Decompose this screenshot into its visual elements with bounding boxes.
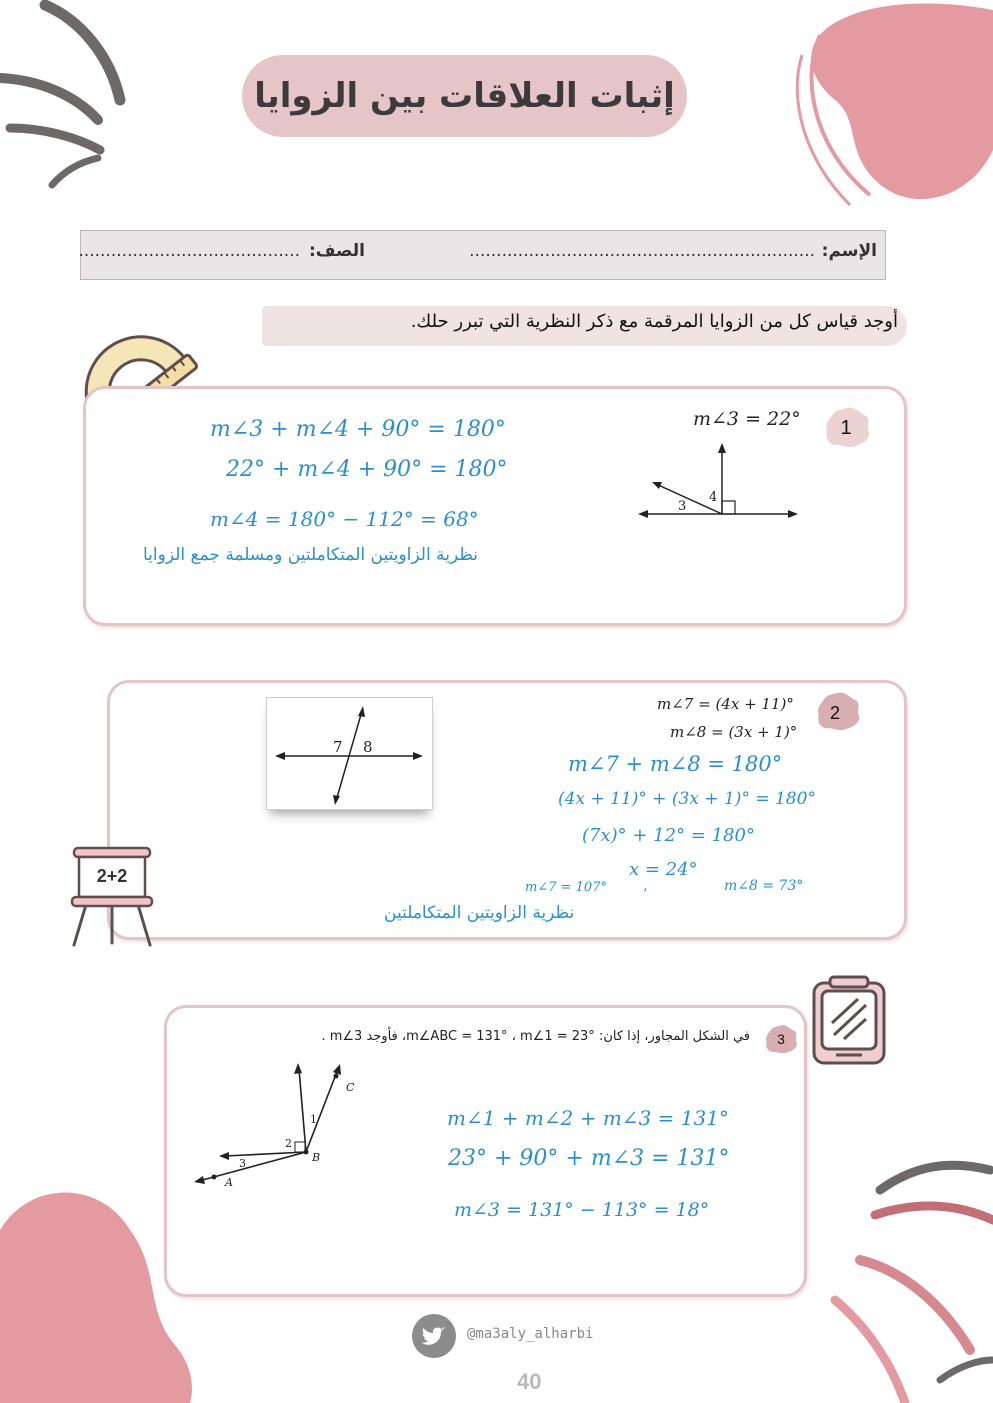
problem-1-step-1: m∠3 + m∠4 + 90° = 180° xyxy=(210,417,506,442)
problem-1-given: m∠3 = 22° xyxy=(693,408,801,430)
fig1-label-4: 4 xyxy=(709,490,718,505)
problem-2-step-2: (4x + 11)° + (3x + 1)° = 180° xyxy=(558,789,816,809)
name-label: الإسم: xyxy=(821,241,877,261)
page-title-banner xyxy=(242,55,687,137)
problem-2-result-m8: m∠8 = 73° xyxy=(724,878,804,894)
instruction-text: أوجد قياس كل من الزوايا المرقمة مع ذكر النظرية التي تبرر حلك. xyxy=(410,311,898,332)
problem-3-step-3: m∠3 = 131° − 113° = 18° xyxy=(454,1199,710,1221)
fig2-label-7: 7 xyxy=(333,738,343,756)
problem-2-step-3: (7x)° + 12° = 180° xyxy=(582,825,755,846)
easel-icon xyxy=(66,843,158,951)
problem-1-step-2: 22° + m∠4 + 90° = 180° xyxy=(226,457,508,482)
fig3-label-2: 2 xyxy=(285,1137,292,1150)
problem-2-given-7: m∠7 = (4x + 11)° xyxy=(657,695,794,713)
problem-3-step-2: 23° + 90° + m∠3 = 131° xyxy=(448,1146,730,1171)
problem-3-given: في الشكل المجاور، إذا كان: m∠ABC = 131° ، m∠1 = 23°، فأوجد m∠3 . xyxy=(321,1029,750,1044)
fig2-label-8: 8 xyxy=(363,738,373,756)
student-info-bar xyxy=(80,230,886,280)
class-field[interactable]: ......................................... xyxy=(78,241,300,261)
problem-3-figure xyxy=(185,1055,375,1195)
problem-2-result-m7: m∠7 = 107° xyxy=(525,880,607,895)
twitter-handle[interactable]: @ma3aly_alharbi xyxy=(467,1326,594,1342)
bottom-right-brush-strokes xyxy=(820,1150,993,1403)
class-label: الصف: xyxy=(308,241,365,261)
twitter-icon xyxy=(411,1313,457,1359)
problem-3-number: 3 xyxy=(777,1031,785,1047)
problem-1-step-3: m∠4 = 180° − 112° = 68° xyxy=(210,507,479,531)
fig3-label-B: B xyxy=(312,1151,321,1164)
easel-label: 2+2 xyxy=(96,866,128,886)
notebook-icon xyxy=(806,973,890,1069)
problem-2-result-separator: ، xyxy=(643,880,648,895)
fig3-label-3: 3 xyxy=(239,1157,246,1170)
fig1-label-3: 3 xyxy=(678,499,687,514)
page-number: 40 xyxy=(517,1369,542,1394)
name-field[interactable]: ................................................................ xyxy=(469,241,815,261)
problem-1-figure xyxy=(632,438,807,528)
problem-1-number: 1 xyxy=(840,416,852,439)
problem-2-step-1: m∠7 + m∠8 = 180° xyxy=(568,752,783,776)
page-title: إثبات العلاقات بين الزوايا xyxy=(254,76,675,116)
top-right-pink-blob xyxy=(780,0,993,220)
problem-2-step-4: x = 24° xyxy=(629,859,698,880)
fig3-label-A: A xyxy=(225,1176,233,1189)
top-left-brush-strokes xyxy=(0,0,140,200)
fig3-label-1: 1 xyxy=(310,1113,317,1126)
problem-3-step-1: m∠1 + m∠2 + m∠3 = 131° xyxy=(447,1106,729,1130)
problem-2-theorem: نظرية الزاويتين المتكاملتين xyxy=(384,903,575,923)
problem-1-theorem: نظرية الزاويتين المتكاملتين ومسلمة جمع الزوايا xyxy=(143,545,478,565)
problem-2-figure xyxy=(266,697,431,808)
problem-2-number: 2 xyxy=(829,702,840,723)
problem-2-given-8: m∠8 = (3x + 1)° xyxy=(670,723,798,741)
fig3-label-C: C xyxy=(346,1081,355,1094)
problem-2-card xyxy=(107,680,907,940)
